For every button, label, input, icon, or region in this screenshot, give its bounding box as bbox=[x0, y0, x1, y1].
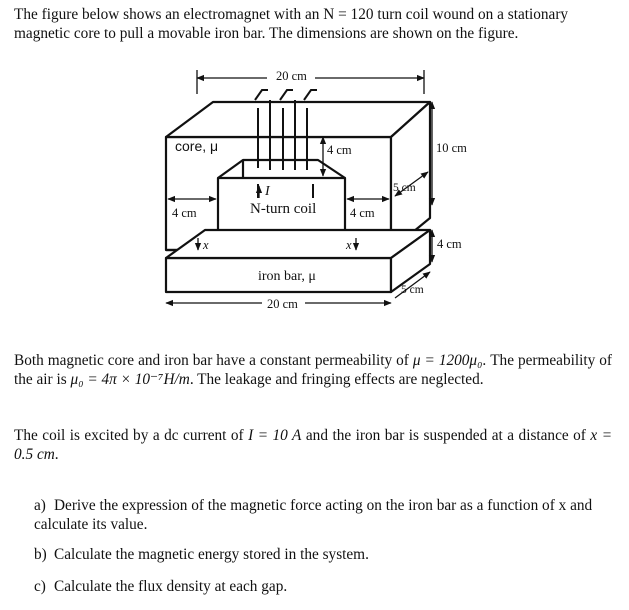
dim-bottom-width: 20 cm bbox=[267, 297, 298, 311]
dim-inner-4cm-top: 4 cm bbox=[327, 143, 352, 157]
mu0-expression: μ₀ = 4π × 10⁻⁷H/m bbox=[70, 370, 190, 388]
bar-label: iron bar, μ bbox=[258, 269, 316, 284]
core-label: core, μ bbox=[175, 138, 219, 154]
permeability-paragraph bbox=[14, 352, 612, 389]
question-a-label: a) bbox=[34, 497, 46, 514]
mu-expression: μ = 1200μ₀ bbox=[412, 352, 483, 369]
current-label: I bbox=[265, 184, 270, 199]
para2-text-a: Both magnetic core and iron bar have a constant permeability of bbox=[14, 352, 409, 369]
intro-line-1: The figure below shows an electromagnet with an N = 120 turn coil wound on a stationary bbox=[14, 6, 569, 23]
excitation-paragraph bbox=[14, 427, 612, 464]
question-c bbox=[34, 578, 614, 597]
para3-text-c: . bbox=[54, 445, 59, 463]
question-b-label: b) bbox=[34, 546, 47, 563]
para2-text-c: . The leakage and fringing effects are neglected. bbox=[189, 370, 484, 388]
intro-line-2: magnetic core to pull a movable iron bar. The dimensions are shown on the figure. bbox=[14, 24, 519, 42]
gap-left-label: x bbox=[203, 238, 209, 252]
core-outline bbox=[166, 102, 430, 250]
dim-bar-4cm: 4 cm bbox=[437, 237, 462, 251]
dim-height-10cm: 10 cm bbox=[436, 141, 467, 155]
current-expression: I = 10 A bbox=[248, 427, 302, 444]
dim-depth-5cm-top: 5 cm bbox=[393, 182, 416, 194]
question-b bbox=[34, 546, 614, 565]
dim-left-4cm: 4 cm bbox=[172, 206, 197, 220]
dim-right-inner-4cm: 4 cm bbox=[350, 206, 375, 220]
question-b-text: Calculate the magnetic energy stored in the system. bbox=[54, 546, 369, 563]
question-c-text: Calculate the flux density at each gap. bbox=[54, 578, 288, 595]
para2-text-b: . The permeability of the air is bbox=[14, 352, 612, 388]
para3-text-b: and the iron bar is suspended at a distance of bbox=[305, 427, 586, 444]
question-a bbox=[34, 497, 614, 534]
distance-expression: x = 0.5 cm bbox=[14, 427, 613, 463]
question-a-text: Derive the expression of the magnetic force acting on the iron bar as a function of x and calculate its value. bbox=[34, 497, 593, 533]
para3-text-a: The coil is excited by a dc current of bbox=[14, 427, 244, 444]
dim-top-width: 20 cm bbox=[276, 69, 307, 83]
question-c-label: c) bbox=[34, 578, 46, 595]
gap-right-label: x bbox=[346, 238, 352, 252]
dim-depth-5cm-bottom: 5 cm bbox=[401, 284, 424, 296]
coil-label: N-turn coil bbox=[250, 201, 317, 217]
